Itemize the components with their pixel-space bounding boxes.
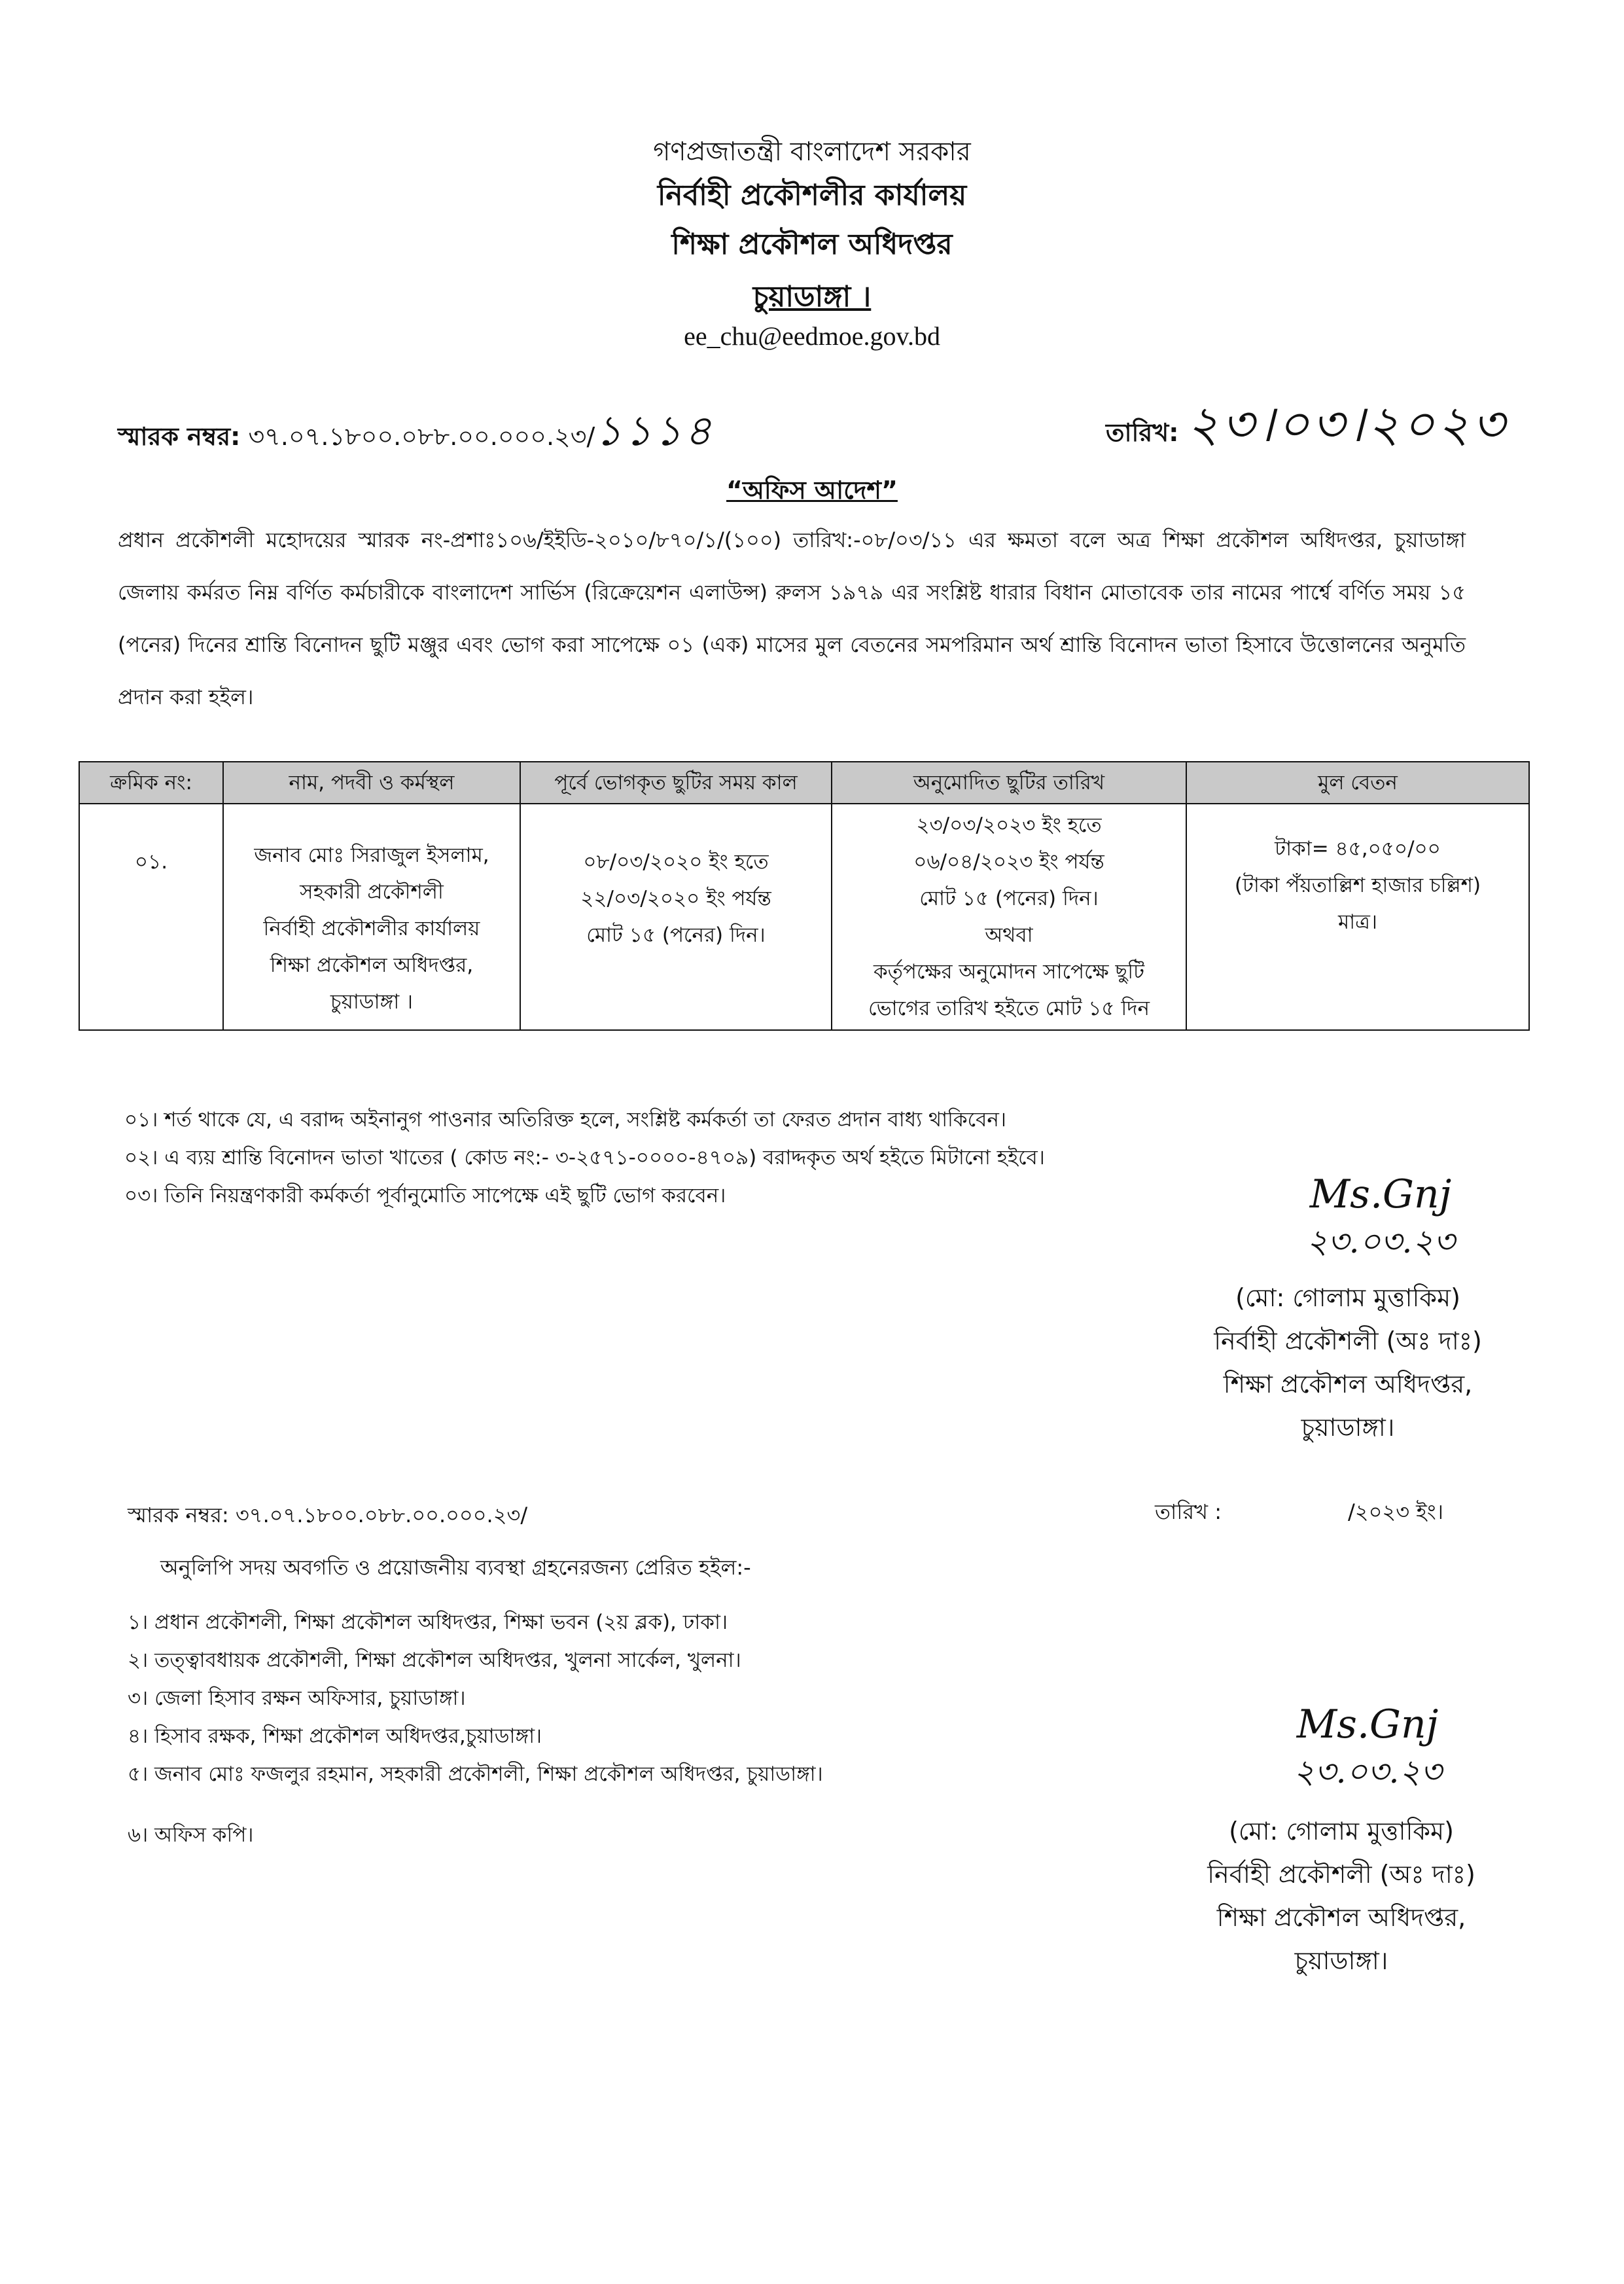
approved-from: ২৩/০৩/২০২৩ ইং হতে bbox=[916, 813, 1102, 837]
copy-item: ৩। জেলা হিসাব রক্ষন অফিসার, চুয়াডাঙ্গা। bbox=[128, 1686, 466, 1710]
header-district: চুয়াডাঙ্গা । bbox=[752, 280, 872, 313]
order-body: প্রধান প্রকৌশলী মহোদয়ের স্মারক নং-প্রশাঃ১০৬/ইইডি-২০১০/৮৭০/১/(১০০) তারিখ:-০৮/০৩/১১ এর ক্ষমতা বলে অত্র শিক্ষা প্রকৌশল অধিদপ্তর, চুয়াডাঙ্গা জেলায় কর্মরত নিম্ন বর্ণিত কর্মচারীকে বাংলাদেশ সার্ভিস (রিক্রেয়েশন এলাউন্স) রুলস ১৯৭৯ এর সংশ্লিষ্ট ধারার বিধান মোতাবেক তার নামের পার্শ্বে বর্ণিত সময় ১৫ (পনের) দিনের শ্রান্তি বিনোদন ছুটি মঞ্জুর এবং ভোগ করা সাপেক্ষে ০১ (এক) মাসের মুল বেতনের সমপরিমান অর্থ শ্রান্তি বিনোদন ভাতা হিসাবে উত্তোলনের অনুমতি প্রদান করা হইল। bbox=[118, 527, 1466, 709]
salary-only: মাত্র। bbox=[1337, 910, 1378, 934]
signature-2 bbox=[1256, 1702, 1479, 1802]
department-line: শিক্ষা প্রকৌশল অধিদপ্তর, bbox=[270, 954, 474, 977]
signatory-name: (মো: গোলাম মুত্তাকিম) bbox=[1229, 1817, 1454, 1846]
header-department: শিক্ষা প্রকৌশল অধিদপ্তর bbox=[671, 228, 953, 261]
th-salary: মুল বেতন bbox=[1186, 762, 1529, 804]
signatory-block-1 bbox=[1165, 1276, 1531, 1449]
salary-amount: টাকা= ৪৫,০৫০/০০ bbox=[1275, 837, 1441, 861]
signatory-department: শিক্ষা প্রকৌশল অধিদপ্তর, bbox=[1216, 1903, 1466, 1932]
memo-number: ৩৭.০৭.১৮০০.০৮৮.০০.০০০.২৩/ bbox=[248, 422, 595, 451]
approved-total: মোট ১৫ (পনের) দিন। bbox=[919, 887, 1099, 910]
cell-name bbox=[223, 804, 520, 1030]
memo-label: স্মারক নম্বর: bbox=[118, 422, 241, 451]
copy-intro: অনুলিপি সদয় অবগতি ও প্রয়োজনীয় ব্যবস্থা গ্রহনেরজন্য প্রেরিত হইল:- bbox=[160, 1555, 751, 1580]
copy-list bbox=[128, 1603, 823, 1793]
table-header-row bbox=[79, 762, 1529, 804]
memo-handwritten-number: ১১১৪ bbox=[595, 407, 715, 455]
order-title: “অফিস আদেশ” bbox=[726, 476, 898, 505]
signatory-district: চুয়াডাঙ্গা। bbox=[1294, 1946, 1388, 1975]
header-govt: গণপ্রজাতন্ত্রী বাংলাদেশ সরকার bbox=[653, 137, 971, 167]
memo2-date-value: /২০২৩ ইং। bbox=[1348, 1499, 1444, 1524]
th-previous: পূর্বে ভোগকৃত ছুটির সময় কাল bbox=[520, 762, 832, 804]
signatory-department: শিক্ষা প্রকৌশল অধিদপ্তর, bbox=[1223, 1370, 1473, 1399]
copy-item-office: ৬। অফিস কপি। bbox=[128, 1823, 254, 1847]
approved-alt-2: ভোগের তারিখ হইতে মোট ১৫ দিন bbox=[868, 997, 1150, 1020]
leave-table bbox=[79, 761, 1530, 1031]
signatory-district: চুয়াডাঙ্গা। bbox=[1301, 1413, 1395, 1442]
th-serial: ক্রমিক নং: bbox=[79, 762, 223, 804]
previous-from: ০৮/০৩/২০২০ ইং হতে bbox=[583, 850, 769, 874]
condition-item: ০১। শর্ত থাকে যে, এ বরাদ্দ অইনানুগ পাওনার অতিরিক্ত হলে, সংশ্লিষ্ট কর্মকর্তা তা ফেরত প্রদান বাধ্য থাকিবেন। bbox=[124, 1108, 1006, 1132]
cell-serial: ০১. bbox=[79, 804, 223, 1030]
memo-handwritten-date: ২৩।০৩।২০২৩ bbox=[1186, 395, 1508, 453]
header-office: নির্বাহী প্রকৌশলীর কার্যালয় bbox=[657, 179, 967, 212]
table-row bbox=[79, 804, 1529, 1030]
copy-item: ১। প্রধান প্রকৌশলী, শিক্ষা প্রকৌশল অধিদপ্তর, শিক্ষা ভবন (২য় ব্লক), ঢাকা। bbox=[128, 1611, 728, 1634]
approved-alt-1: কর্তৃপক্ষের অনুমোদন সাপেক্ষে ছুটি bbox=[873, 960, 1145, 984]
th-name: নাম, পদবী ও কর্মস্থল bbox=[223, 762, 520, 804]
th-approved: অনুমোদিত ছুটির তারিখ bbox=[832, 762, 1186, 804]
cell-salary bbox=[1186, 804, 1529, 1030]
condition-item: ০৩। তিনি নিয়ন্ত্রণকারী কর্মকর্তা পূর্বানুমোতি সাপেক্ষে এই ছুটি ভোগ করবেন। bbox=[124, 1184, 726, 1207]
signatory-designation: নির্বাহী প্রকৌশলী (অঃ দাঃ) bbox=[1207, 1860, 1475, 1889]
signatory-block-2 bbox=[1158, 1810, 1525, 1982]
memo-date-label: তারিখ: bbox=[1106, 418, 1179, 447]
cell-approved bbox=[832, 804, 1186, 1030]
signature-scribble: Ms.Gnj bbox=[1309, 1171, 1452, 1217]
salary-words: (টাকা পঁয়তাল্লিশ হাজার চল্লিশ) bbox=[1234, 874, 1481, 897]
header-email: ee_chu@eedmoe.gov.bd bbox=[684, 321, 940, 351]
office-line: নির্বাহী প্রকৌশলীর কার্যালয় bbox=[263, 917, 480, 940]
name-line: জনাব মোঃ সিরাজুল ইসলাম, bbox=[254, 844, 489, 867]
signature-scribble: Ms.Gnj bbox=[1296, 1702, 1439, 1747]
designation-line: সহকারী প্রকৌশলী bbox=[300, 880, 444, 904]
signatory-designation: নির্বাহী প্রকৌশলী (অঃ দাঃ) bbox=[1214, 1327, 1482, 1355]
previous-total: মোট ১৫ (পনের) দিন। bbox=[586, 923, 766, 947]
approved-to: ০৬/০৪/২০২৩ ইং পর্যন্ত bbox=[913, 850, 1104, 874]
cell-previous bbox=[520, 804, 832, 1030]
signature-1 bbox=[1269, 1171, 1492, 1272]
copy-item: ২। তত্ত্বাবধায়ক প্রকৌশলী, শিক্ষা প্রকৌশল অধিদপ্তর, খুলনা সার্কেল, খুলনা। bbox=[128, 1649, 741, 1672]
memo2-date-label: তারিখ : bbox=[1155, 1499, 1222, 1524]
memo-date bbox=[1106, 386, 1507, 469]
copy-item: ৫। জনাব মোঃ ফজলুর রহমান, সহকারী প্রকৌশলী, শিক্ষা প্রকৌশল অধিদপ্তর, চুয়াডাঙ্গা। bbox=[128, 1762, 823, 1786]
memo2-number: স্মারক নম্বর: ৩৭.০৭.১৮০০.০৮৮.০০.০০০.২৩/ bbox=[128, 1503, 528, 1527]
memo-line bbox=[118, 399, 714, 469]
signature-date: ২৩.০৩.২৩ bbox=[1306, 1222, 1455, 1260]
condition-item: ০২। এ ব্যয় শ্রান্তি বিনোদন ভাতা খাতের ( কোড নং:- ৩-২৫৭১-০০০০-৪৭০৯) বরাদ্দকৃত অর্থ হইতে মিটানো হইবে। bbox=[124, 1146, 1045, 1169]
signatory-name: (মো: গোলাম মুত্তাকিম) bbox=[1235, 1283, 1460, 1312]
previous-to: ২২/০৩/২০২০ ইং পর্যন্ত bbox=[580, 887, 771, 910]
approved-or: অথবা bbox=[985, 923, 1033, 947]
signature-date: ২৩.০৩.২৩ bbox=[1293, 1753, 1442, 1791]
district-line: চুয়াডাঙ্গা । bbox=[330, 990, 414, 1014]
conditions-list bbox=[124, 1101, 1045, 1215]
copy-item: ৪। হিসাব রক্ষক, শিক্ষা প্রকৌশল অধিদপ্তর,চুয়াডাঙ্গা। bbox=[128, 1724, 542, 1748]
